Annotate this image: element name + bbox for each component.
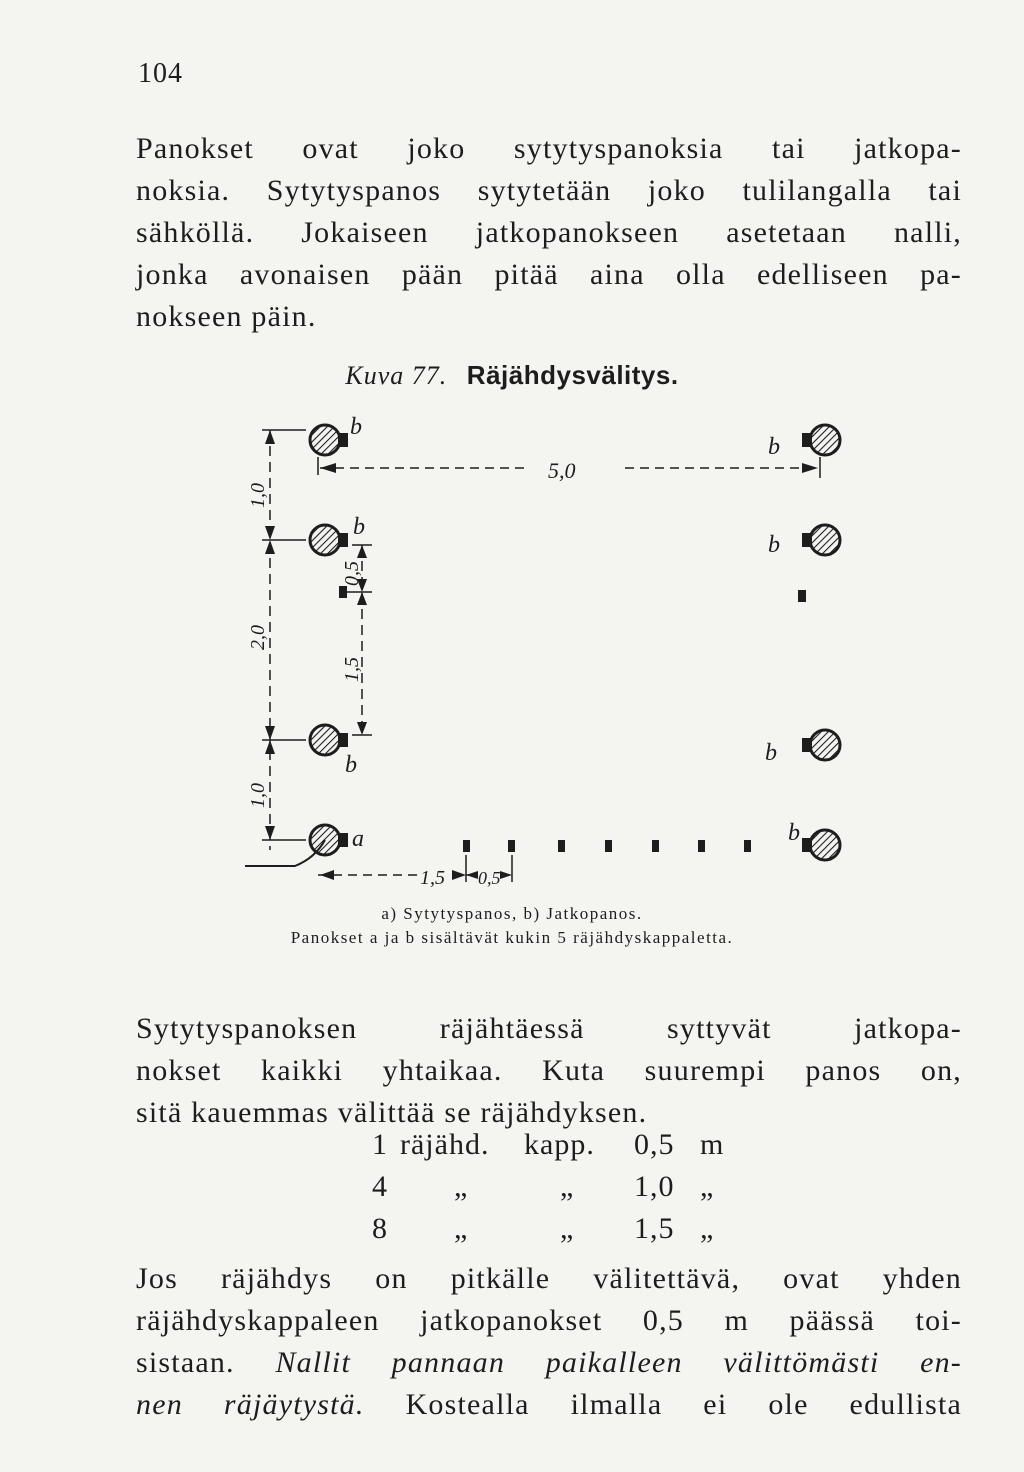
- figure-caption: [0, 360, 1024, 391]
- table-cell: „: [454, 1170, 469, 1203]
- text-italic: nen räjäytystä.: [136, 1388, 365, 1421]
- blasting-diagram: [240, 400, 880, 900]
- relay-cap-right: [798, 590, 806, 602]
- dimension-label: 1,5: [420, 867, 445, 889]
- text-line: nokseen päin.: [136, 300, 317, 333]
- charge-b-left-2: [310, 525, 348, 555]
- charge-b-left-top: [310, 425, 348, 455]
- charge-b-right-2: [802, 525, 840, 555]
- dimension-label: 2,0: [247, 625, 269, 650]
- dimension-label: 0,5: [341, 561, 363, 586]
- table-distance: 0,5: [634, 1128, 675, 1161]
- table-unit: „: [700, 1170, 715, 1203]
- label-b: b: [353, 514, 365, 540]
- paragraph-1: [136, 128, 962, 338]
- table-unit: „: [700, 1212, 715, 1245]
- label-a: a: [352, 826, 364, 852]
- text-line: Jos räjähdys on pitkälle välitettävä, ovat yhden: [136, 1262, 962, 1295]
- paragraph-3: [136, 1258, 962, 1426]
- figure-number: Kuva 77.: [345, 361, 448, 390]
- table-cell: „: [454, 1212, 469, 1245]
- dimension-label: 1,5: [341, 657, 363, 682]
- paragraph-2: [136, 1008, 962, 1134]
- label-b: b: [768, 532, 780, 558]
- text-line: [136, 1342, 962, 1384]
- text-line: [136, 1384, 962, 1426]
- charge-a: [245, 825, 348, 866]
- table-cell: kapp.: [524, 1128, 595, 1161]
- page-number: 104: [138, 58, 183, 89]
- label-b: b: [788, 820, 800, 846]
- dimension-label: 0,5: [478, 868, 501, 888]
- text-line: räjähdyskappaleen jatkopanokset 0,5 m päässä toi-: [136, 1304, 962, 1337]
- text-line: sähköllä. Jokaiseen jatkopanokseen asetetaan nalli,: [136, 216, 962, 249]
- figure-title: Räjähdysvälitys.: [466, 360, 679, 390]
- label-b: b: [350, 414, 362, 440]
- table-unit: m: [700, 1128, 725, 1161]
- table-count: 8: [372, 1212, 388, 1245]
- charge-b-right-bottom: [802, 830, 840, 860]
- table-distance: 1,5: [634, 1212, 675, 1245]
- text-plain: Kostealla ilmalla ei ole edullista: [405, 1388, 962, 1421]
- figure-legend-2: Panokset a ja b sisältävät kukin 5 räjähdyskappaletta.: [290, 928, 734, 947]
- label-b: b: [768, 434, 780, 460]
- table-cell: „: [560, 1212, 575, 1245]
- charge-b-right-top: [802, 425, 840, 455]
- label-b: b: [765, 740, 777, 766]
- dimension-label: 5,0: [548, 458, 576, 483]
- relay-caps-bottom-row: [463, 840, 751, 852]
- table-cell: „: [560, 1170, 575, 1203]
- text-plain: sistaan.: [136, 1346, 235, 1379]
- text-line: sitä kauemmas välittää se räjähdyksen.: [136, 1096, 648, 1129]
- label-b: b: [345, 752, 357, 778]
- table-count: 1: [372, 1128, 388, 1161]
- charge-b-left-3: [310, 725, 348, 755]
- text-line: noksia. Sytytyspanos sytytetään joko tulilangalla tai: [136, 174, 962, 207]
- table-count: 4: [372, 1170, 388, 1203]
- text-line: jonka avonaisen pään pitää aina olla edelliseen pa-: [136, 258, 962, 291]
- dimension-label: 1,0: [247, 783, 269, 808]
- text-line: Panokset ovat joko sytytyspanoksia tai jatkopa-: [136, 132, 962, 165]
- table-cell: räjähd.: [400, 1128, 490, 1161]
- text-italic: Nallit pannaan paikalleen välittömästi en-: [275, 1346, 962, 1379]
- charge-b-right-3: [802, 730, 840, 760]
- text-line: nokset kaikki yhtaikaa. Kuta suurempi panos on,: [136, 1054, 962, 1087]
- figure-legend-1: a) Sytytyspanos, b) Jatkopanos.: [381, 904, 643, 923]
- table-distance: 1,0: [634, 1170, 675, 1203]
- text-line: Sytytyspanoksen räjähtäessä syttyvät jatkopa-: [136, 1012, 962, 1045]
- dimension-label: 1,0: [247, 483, 269, 508]
